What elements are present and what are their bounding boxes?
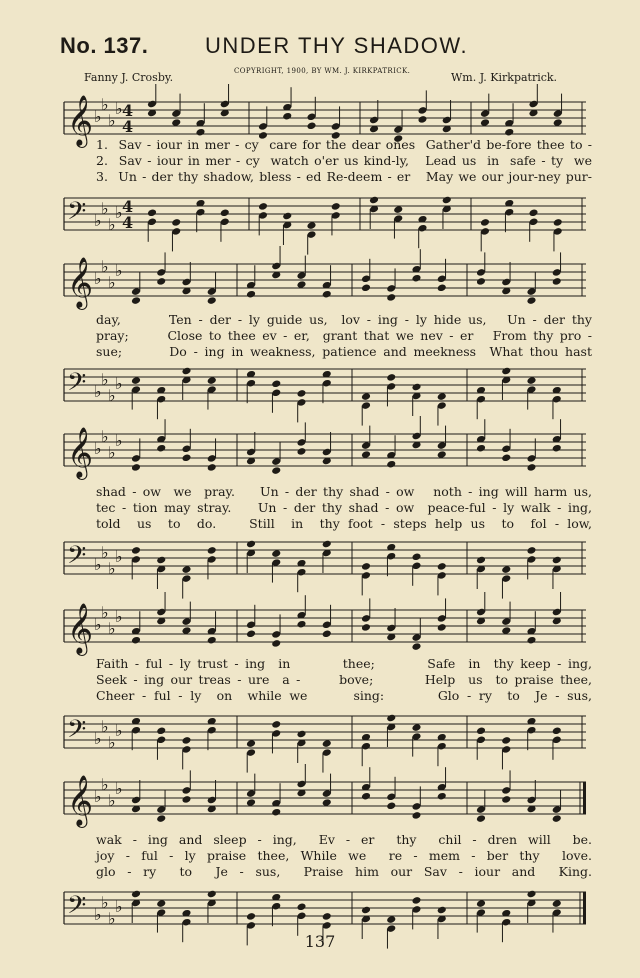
flat-icon: ♭ — [101, 893, 109, 912]
note-head — [437, 392, 447, 401]
flat-icon: ♭ — [108, 559, 116, 578]
lyric-verse-3: glo - ry to Je - sus, Praise him our Sav - iour and King. — [96, 864, 592, 879]
note-head — [501, 736, 511, 745]
note-head — [476, 814, 486, 823]
note-head — [220, 208, 230, 217]
note-head — [246, 290, 256, 299]
lyrics-system-3 — [96, 484, 592, 532]
lyric-verse-3: told us to do. Still in thy foot - steps help us to fol - low, — [96, 516, 592, 531]
note-head — [131, 546, 141, 555]
flat-icon: ♭ — [115, 203, 123, 222]
lyric-verse-3: 3. Un - der thy shadow, bless - ed Re-deem - er May we our jour-ney pur- — [96, 169, 592, 184]
lyric-verse-1: shad - ow we pray. Un - der thy shad - ow noth - ing will harm us, — [96, 484, 592, 499]
flat-icon: ♭ — [101, 370, 109, 389]
note-head — [442, 196, 452, 205]
note-head — [411, 811, 421, 820]
note-head — [386, 801, 396, 810]
note-head — [411, 552, 421, 561]
hymn-number: No. 137. — [60, 33, 149, 58]
bass-clef-icon: 𝄢 — [67, 197, 87, 232]
lyric-verse-1: wak - ing and sleep - ing, Ev - er thy chil - dren will be. — [96, 832, 592, 847]
note-head — [411, 383, 421, 392]
note-head — [501, 367, 511, 376]
note-head — [331, 202, 341, 211]
note-head — [156, 556, 166, 565]
lyric-verse-1: day, Ten - der - ly guide us, lov - ing - ly hide us, Un - der thy — [96, 312, 592, 327]
flat-icon: ♭ — [94, 211, 102, 230]
note-head — [207, 546, 217, 555]
bass-staff-4 — [0, 704, 640, 774]
bass-clef-icon: 𝄢 — [67, 715, 87, 750]
note-head — [480, 218, 490, 227]
note-head — [526, 463, 536, 472]
flat-icon: ♭ — [115, 607, 123, 626]
note-head — [361, 792, 371, 801]
note-head — [361, 906, 371, 915]
note-head — [131, 890, 141, 899]
flat-icon: ♭ — [108, 215, 116, 234]
note-head — [296, 730, 306, 739]
note-head — [207, 296, 217, 305]
note-head — [156, 277, 166, 286]
flat-icon: ♭ — [115, 374, 123, 393]
note-head — [131, 296, 141, 305]
note-head — [246, 912, 256, 921]
flat-icon: ♭ — [101, 543, 109, 562]
flat-icon: ♭ — [115, 99, 123, 118]
note-head — [386, 293, 396, 302]
note-head — [369, 196, 379, 205]
time-signature: 4 — [122, 117, 134, 136]
flat-icon: ♭ — [115, 897, 123, 916]
note-head — [171, 218, 181, 227]
flat-icon: ♭ — [94, 269, 102, 288]
page-number: 137 — [304, 932, 336, 951]
treble-staff-5 — [0, 770, 640, 840]
hymn-title: UNDER THY SHADOW. — [205, 33, 469, 58]
flat-icon: ♭ — [94, 439, 102, 458]
flat-icon: ♭ — [101, 199, 109, 218]
flat-icon: ♭ — [115, 779, 123, 798]
note-head — [526, 546, 536, 555]
composer-credit: Wm. J. Kirkpatrick. — [451, 71, 558, 84]
lyric-verse-3: Cheer - ful - ly on while we sing: Glo - ry to Je - sus, — [96, 688, 592, 703]
note-head — [207, 463, 217, 472]
note-head — [552, 726, 562, 735]
flat-icon: ♭ — [94, 787, 102, 806]
flat-icon: ♭ — [115, 547, 123, 566]
flat-icon: ♭ — [101, 603, 109, 622]
bass-staff-1 — [0, 186, 640, 256]
note-head — [476, 726, 486, 735]
bass-clef-icon: 𝄢 — [67, 368, 87, 403]
lyric-verse-2: pray; Close to thee ev - er, grant that we nev - er From thy pro - — [96, 328, 592, 343]
note-head — [271, 379, 281, 388]
flat-icon: ♭ — [108, 619, 116, 638]
note-head — [526, 376, 536, 385]
flat-icon: ♭ — [94, 729, 102, 748]
note-head — [526, 296, 536, 305]
flat-icon: ♭ — [94, 555, 102, 574]
time-signature: 4 — [122, 213, 134, 232]
note-head — [386, 460, 396, 469]
lyric-verse-1: Faith - ful - ly trust - ing in thee; Safe in thy keep - ing, — [96, 656, 592, 671]
lyrics-system-4 — [96, 656, 592, 704]
note-head — [246, 540, 256, 549]
note-head — [552, 899, 562, 908]
note-head — [501, 795, 511, 804]
note-head — [552, 556, 562, 565]
note-head — [195, 128, 205, 137]
flat-icon: ♭ — [108, 273, 116, 292]
note-head — [411, 723, 421, 732]
note-head — [131, 463, 141, 472]
flat-icon: ♭ — [108, 443, 116, 462]
note-head — [271, 720, 281, 729]
flat-icon: ♭ — [115, 431, 123, 450]
note-head — [207, 890, 217, 899]
note-head — [306, 221, 316, 230]
lyric-verse-2: tec - tion may stray. Un - der thy shad - ow peace-ful - ly walk - ing, — [96, 500, 592, 515]
note-head — [296, 447, 306, 456]
flat-icon: ♭ — [108, 909, 116, 928]
flat-icon: ♭ — [108, 733, 116, 752]
treble-staff-3 — [0, 422, 640, 492]
note-head — [131, 636, 141, 645]
note-head — [437, 623, 447, 632]
note-head — [411, 642, 421, 651]
bass-staff-2 — [0, 357, 640, 427]
flat-icon: ♭ — [108, 111, 116, 130]
lyrics-system-5 — [96, 832, 592, 880]
flat-icon: ♭ — [101, 257, 109, 276]
note-head — [526, 636, 536, 645]
flat-icon: ♭ — [101, 775, 109, 794]
note-head — [553, 218, 563, 227]
note-head — [296, 620, 306, 629]
note-head — [476, 899, 486, 908]
lyrics-system-2 — [96, 312, 592, 360]
note-head — [526, 890, 536, 899]
flat-icon: ♭ — [101, 717, 109, 736]
note-head — [306, 121, 316, 130]
flat-icon: ♭ — [115, 261, 123, 280]
note-head — [361, 283, 371, 292]
author-credit: Fanny J. Crosby. — [84, 71, 174, 84]
bass-clef-icon: 𝄢 — [67, 541, 87, 576]
note-head — [181, 565, 191, 574]
flat-icon: ♭ — [101, 427, 109, 446]
note-head — [156, 899, 166, 908]
treble-clef-icon: 𝄞 — [67, 427, 94, 478]
treble-clef-icon: 𝄞 — [67, 775, 94, 826]
note-head — [322, 540, 332, 549]
flat-icon: ♭ — [94, 107, 102, 126]
note-head — [271, 549, 281, 558]
note-head — [476, 277, 486, 286]
bass-staff-3 — [0, 530, 640, 600]
note-head — [322, 912, 332, 921]
treble-clef-icon: 𝄞 — [67, 95, 94, 146]
treble-clef-icon: 𝄞 — [67, 257, 94, 308]
note-head — [246, 739, 256, 748]
lyric-verse-2: Seek - ing our treas - ure a - bove; Help us to praise thee, — [96, 672, 592, 687]
note-head — [156, 444, 166, 453]
copyright-notice: COPYRIGHT, 1900, BY WM. J. KIRKPATRICK. — [234, 67, 411, 75]
note-head — [437, 283, 447, 292]
time-signature: 4 — [122, 101, 134, 120]
note-head — [181, 736, 191, 745]
note-head — [437, 792, 447, 801]
note-head — [552, 444, 562, 453]
flat-icon: ♭ — [108, 386, 116, 405]
note-head — [411, 274, 421, 283]
flat-icon: ♭ — [94, 905, 102, 924]
note-head — [393, 205, 403, 214]
note-head — [271, 639, 281, 648]
treble-clef-icon: 𝄞 — [67, 603, 94, 654]
lyric-verse-1: 1. Sav - iour in mer - cy care for the dear ones Gather'd be-fore thee to - — [96, 137, 592, 152]
note-head — [131, 376, 141, 385]
note-head — [501, 565, 511, 574]
flat-icon: ♭ — [108, 791, 116, 810]
note-head — [361, 562, 371, 571]
note-head — [282, 212, 292, 221]
note-head — [207, 376, 217, 385]
note-head — [552, 277, 562, 286]
note-head — [147, 208, 157, 217]
note-head — [271, 466, 281, 475]
bass-clef-icon: 𝄢 — [67, 891, 87, 926]
note-head — [476, 556, 486, 565]
lyric-verse-2: joy - ful - ly praise thee, While we re - mem - ber thy love. — [96, 848, 592, 863]
flat-icon: ♭ — [94, 382, 102, 401]
note-head — [207, 636, 217, 645]
note-head — [181, 367, 191, 376]
note-head — [476, 444, 486, 453]
lyric-verse-3: sue; Do - ing in weakness, patience and meekness What thou hast — [96, 344, 592, 359]
flat-icon: ♭ — [115, 721, 123, 740]
note-head — [246, 629, 256, 638]
note-head — [296, 902, 306, 911]
note-head — [501, 453, 511, 462]
note-head — [504, 128, 514, 137]
note-head — [411, 896, 421, 905]
note-head — [437, 906, 447, 915]
note-head — [417, 115, 427, 124]
note-head — [322, 629, 332, 638]
note-head — [552, 814, 562, 823]
note-head — [282, 112, 292, 121]
note-head — [271, 808, 281, 817]
flat-icon: ♭ — [94, 615, 102, 634]
note-head — [258, 202, 268, 211]
note-head — [156, 726, 166, 735]
note-head — [322, 290, 332, 299]
note-head — [386, 714, 396, 723]
note-head — [181, 453, 191, 462]
note-head — [386, 915, 396, 924]
note-head — [528, 208, 538, 217]
note-head — [156, 814, 166, 823]
note-head — [322, 739, 332, 748]
time-signature: 4 — [122, 197, 134, 216]
note-head — [181, 795, 191, 804]
note-head — [361, 623, 371, 632]
note-head — [386, 373, 396, 382]
note-head — [437, 562, 447, 571]
note-head — [296, 389, 306, 398]
lyrics-system-1 — [96, 137, 592, 185]
lyric-verse-2: 2. Sav - iour in mer - cy watch o'er us kind-ly, Lead us in safe - ty we — [96, 153, 592, 168]
flat-icon: ♭ — [101, 95, 109, 114]
note-head — [361, 392, 371, 401]
